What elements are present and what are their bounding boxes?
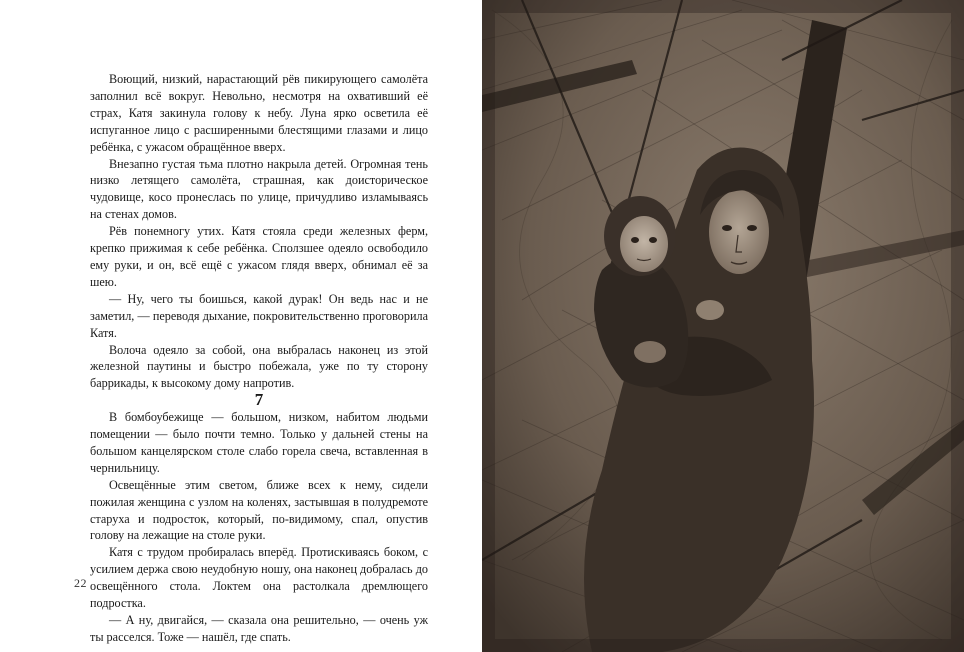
chapter-heading: 7 — [254, 390, 264, 410]
paragraph: Рёв понемногу утих. Катя стояла среди железных ферм, крепко прижимая к себе ребёнка. Сползшее одеяло освободило ему руки, и он, всё ещё с ужасом глядя вверх, обнимал её за шею. — [90, 224, 428, 289]
page-number: 22 — [74, 576, 87, 590]
text-block — [90, 71, 428, 646]
child-face — [620, 216, 668, 272]
paragraph: — Ну, чего ты боишься, какой дурак! Он ведь нас и не заметил, — переводя дыхание, покровительственно проговорила Катя. — [90, 291, 428, 340]
illustration-page — [482, 0, 964, 652]
paragraph: Внезапно густая тьма плотно накрыла детей. Огромная тень низко летящего самолёта, страшная, как доисторическое чудовище, косо пронеслась по улице, причудливо изламываясь на стенах домов. — [90, 156, 428, 222]
paragraph: — А ну, двигайся, — сказала она решительно, — очень уж ты расселся. Тоже — нашёл, где спать. — [90, 613, 428, 644]
paragraph: Воющий, низкий, нарастающий рёв пикирующего самолёта заполнил всё вокруг. Невольно, несмотря на охвативший её страх, Катя закинула голову к небу. Луна ярко осветила её испуганное лицо с расширенными блестящими глазами и лицо ребёнка, с ужасом обращённое вверх. — [90, 72, 428, 154]
paragraph: В бомбоубежище — большом, низком, набитом людьми помещении — было почти темно. Только у дальней стены на большом канцелярском столе слабо горела свеча, вставленная в чернильницу. — [90, 410, 428, 475]
illustration — [482, 0, 964, 652]
woman-hand — [634, 341, 666, 363]
woman-face — [709, 190, 769, 274]
paragraph: Катя с трудом пробиралась вперёд. Протискиваясь боком, с усилием держа свою неудобную ношу, она наконец добралась до освещённого стола. Локтем она растолкала дремлющего подростка. — [90, 545, 428, 611]
paragraph: Волоча одеяло за собой, она выбралась наконец из этой железной паутины и быстро побежала, уже по ту сторону баррикады, к высокому дому напротив. — [90, 342, 428, 391]
child-hand — [696, 300, 724, 320]
paragraph: Освещённые этим светом, ближе всех к нему, сидели пожилая женщина с узлом на коленях, застывшая в полудремоте старуха и подросток, который, по-видимому, спал, опустив голову на лежащие на столе руки. — [90, 477, 428, 543]
